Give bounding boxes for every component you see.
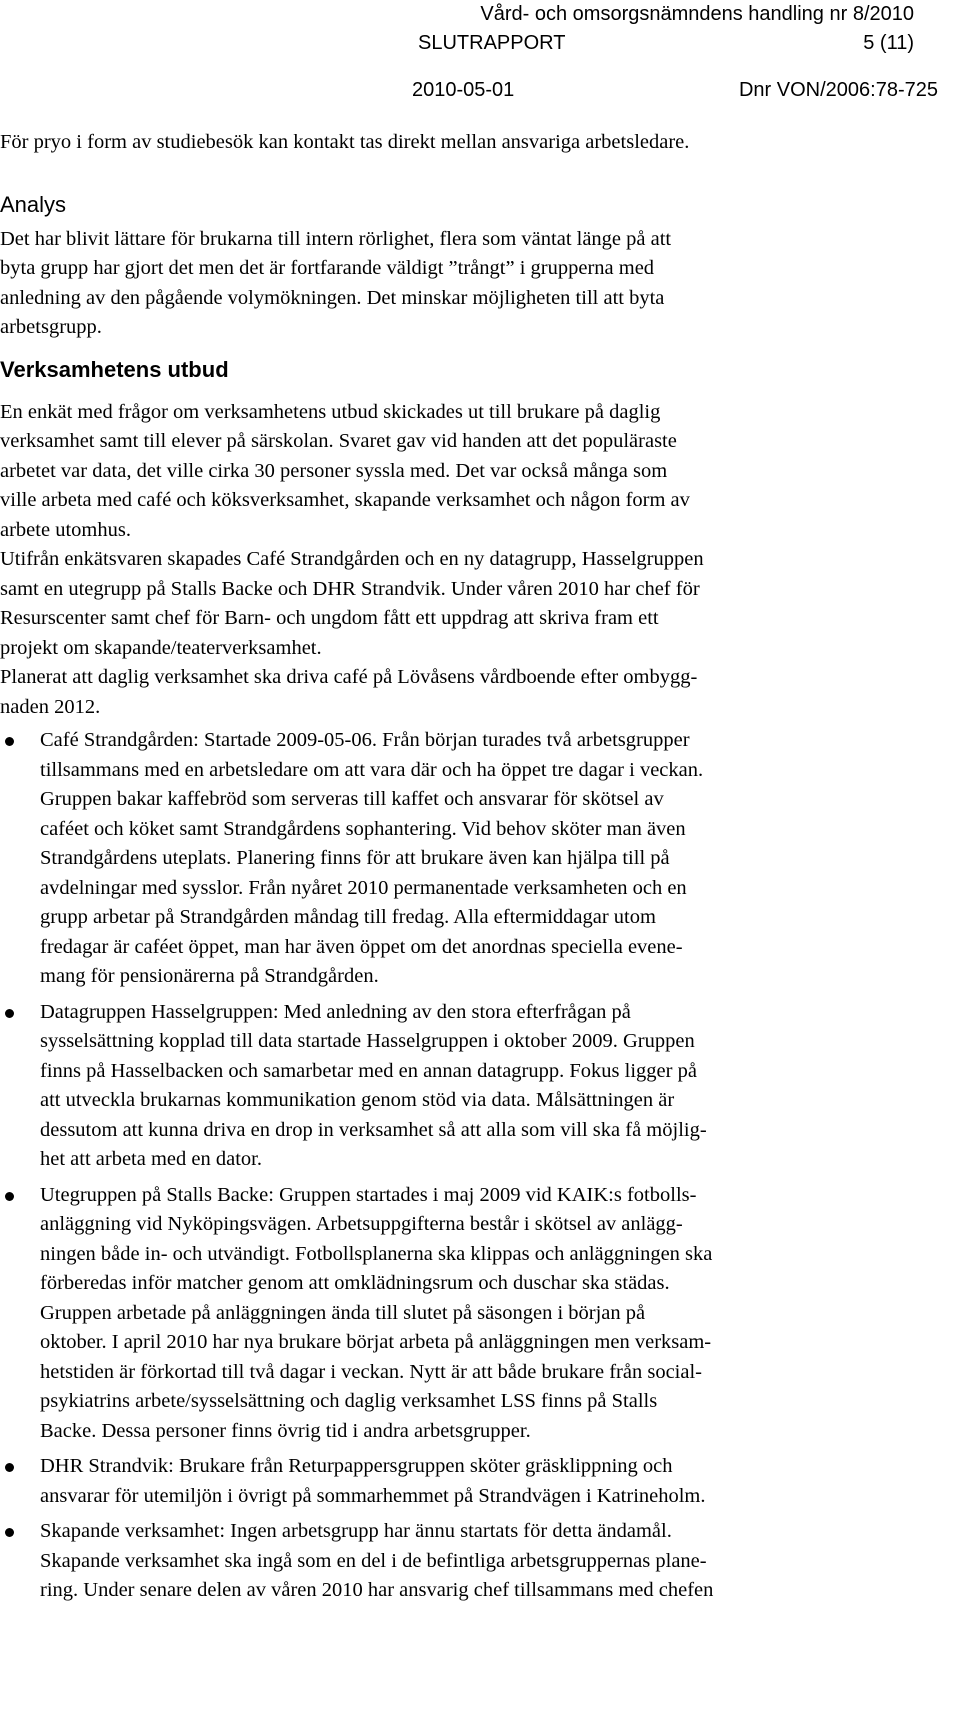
bullet-icon	[5, 1009, 14, 1018]
text-line: ring. Under senare delen av våren 2010 har ansvarig chef tillsammans med chefen	[40, 1579, 714, 1601]
utbud-paragraph-3	[0, 663, 930, 722]
text-line: verksamhet samt till elever på särskolan. Svaret gav vid handen att det populäraste	[0, 430, 677, 452]
text-line: Gruppen arbetade på anläggningen ända till slutet på säsongen i början på	[40, 1301, 646, 1324]
text-line: arbete utomhus.	[0, 518, 131, 541]
text-line: tillsammans med en arbetsledare om att vara där och ha öppet tre dagar i veckan.	[40, 758, 704, 781]
text-line: avdelningar med sysslor. Från nyåret 2010 permanentade verksamheten och en	[40, 876, 687, 899]
analys-paragraph	[0, 225, 930, 343]
text-line: fredagar är caféet öppet, man har även öppet om det anordnas speciella evene-	[40, 935, 683, 958]
text-line: Det har blivit lättare för brukarna till intern rörlighet, flera som väntat länge på att	[0, 227, 672, 250]
text-line: het att arbeta med en dator.	[40, 1148, 262, 1170]
bullet-item-cafe-strandgarden	[0, 726, 930, 992]
bullet-item-dhr-strandvik	[0, 1452, 930, 1511]
text-line: anläggning vid Nyköpingsvägen. Arbetsuppgifterna består i skötsel av anlägg-	[40, 1213, 683, 1235]
text-line: samt en utegrupp på Stalls Backe och DHR Strandvik. Under våren 2010 har chef för	[0, 577, 700, 600]
bullet-item-datagruppen	[0, 998, 930, 1175]
text-line: Strandgårdens uteplats. Planering finns för att brukare även kan hjälpa till på	[40, 847, 670, 869]
text-line: grupp arbetar på Strandgården måndag till fredag. Alla eftermiddagar utom	[40, 906, 656, 928]
document-date: 2010-05-01	[412, 79, 515, 101]
text-line: hetstiden är förkortad till två dagar i veckan. Nytt är att både brukare från social-	[40, 1360, 702, 1383]
intro-paragraph	[0, 128, 930, 158]
text-line: Café Strandgården: Startade 2009-05-06. Från början turades två arbetsgrupper	[40, 729, 690, 751]
text-line: att utveckla brukarnas kommunikation genom stöd via data. Målsättningen är	[40, 1089, 675, 1111]
text-line: anledning av den pågående volymökningen. Det minskar möjligheten till att byta	[0, 286, 665, 309]
text-line: Utegruppen på Stalls Backe: Gruppen startades i maj 2009 vid KAIK:s fotbolls-	[40, 1183, 697, 1206]
text-line: dessutom att kunna driva en drop in verksamhet så att alla som vill ska få möjlig-	[40, 1118, 707, 1141]
text-line: mang för pensionärerna på Strandgården.	[40, 965, 379, 987]
text-line: oktober. I april 2010 har nya brukare börjat arbeta på anläggningen men verksam-	[40, 1331, 712, 1353]
text-line: förberedas inför matcher genom att omklädningsrum och duschar ska städas.	[40, 1272, 670, 1294]
text-line: ville arbeta med café och köksverksamhet, skapande verksamhet och någon form av	[0, 489, 690, 511]
bullet-icon	[5, 737, 14, 746]
text-line: Skapande verksamhet ska ingå som en del i de befintliga arbetsgruppernas plane-	[40, 1549, 707, 1572]
text-line: ningen både in- och utvändigt. Fotbollsplanerna ska klippas och anläggningen ska	[40, 1242, 713, 1265]
section-heading-verksamhetens-utbud: Verksamhetens utbud	[0, 356, 229, 382]
text-line: Planerat att daglig verksamhet ska driva café på Lövåsens vårdboende efter ombygg-	[0, 666, 698, 688]
utbud-paragraph-1	[0, 398, 930, 546]
bullet-icon	[5, 1528, 14, 1537]
text-line: För pryo i form av studiebesök kan kontakt tas direkt mellan ansvariga arbetsledare.	[0, 131, 690, 153]
page-number: 5 (11)	[863, 32, 914, 54]
text-line: arbetet var data, det ville cirka 30 personer syssla med. Det var också många som	[0, 459, 668, 482]
text-line: byta grupp har gjort det men det är fortfarande väldigt ”trångt” i grupperna med	[0, 257, 655, 279]
activity-bullet-list	[0, 726, 930, 1606]
text-line: DHR Strandvik: Brukare från Returpappersgruppen sköter gräsklippning och	[40, 1455, 673, 1477]
text-line: ansvarar för utemiljön i övrigt på sommarhemmet på Strandvägen i Katrineholm.	[40, 1484, 706, 1507]
text-line: Datagruppen Hasselgruppen: Med anledning av den stora efterfrågan på	[40, 1000, 631, 1023]
text-line: arbetsgrupp.	[0, 316, 102, 338]
bullet-item-utegruppen	[0, 1181, 930, 1447]
utbud-paragraph-2	[0, 545, 930, 663]
text-line: Utifrån enkätsvaren skapades Café Strandgården och en ny datagrupp, Hasselgruppen	[0, 548, 704, 570]
text-line: sysselsättning kopplad till data startade Hasselgruppen i oktober 2009. Gruppen	[40, 1030, 695, 1052]
text-line: naden 2012.	[0, 695, 101, 718]
text-line: psykiatrins arbete/sysselsättning och daglig verksamhet LSS finns på Stalls	[40, 1390, 658, 1412]
report-label: SLUTRAPPORT	[418, 32, 566, 54]
text-line: Skapande verksamhet: Ingen arbetsgrupp har ännu startats för detta ändamål.	[40, 1520, 672, 1542]
text-line: Gruppen bakar kaffebröd som serveras till kaffet och ansvarar för skötsel av	[40, 788, 664, 810]
document-reference-number: Dnr VON/2006:78-725	[738, 79, 938, 101]
document-title: Vård- och omsorgsnämndens handling nr 8/2010	[480, 3, 914, 25]
text-line: En enkät med frågor om verksamhetens utbud skickades ut till brukare på daglig	[0, 400, 661, 423]
bullet-icon	[5, 1192, 14, 1201]
text-line: Resurscenter samt chef för Barn- och ungdom fått ett uppdrag att skriva fram ett	[0, 607, 659, 629]
text-line: projekt om skapande/teaterverksamhet.	[0, 636, 322, 659]
text-line: finns på Hasselbacken och samarbetar med en annan datagrupp. Fokus ligger på	[40, 1059, 697, 1082]
section-heading-analys: Analys	[0, 191, 67, 217]
text-line: caféet och köket samt Strandgårdens sophantering. Vid behov sköter man även	[40, 817, 686, 840]
text-line: Backe. Dessa personer finns övrig tid i andra arbetsgrupper.	[40, 1419, 531, 1442]
document-body	[0, 128, 930, 1612]
bullet-item-skapande-verksamhet	[0, 1517, 930, 1606]
bullet-icon	[5, 1463, 14, 1472]
